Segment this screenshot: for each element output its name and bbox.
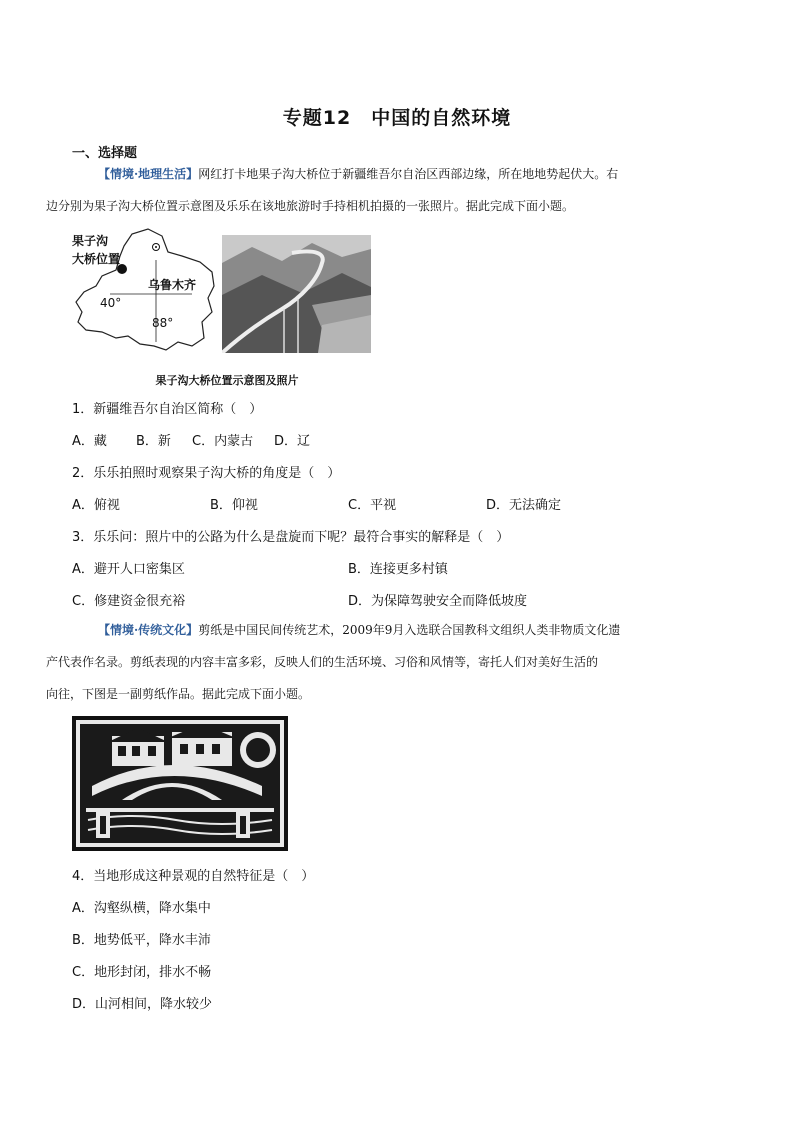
q4-option-b: B．地势低平，降水丰沛 bbox=[72, 933, 211, 948]
context-tag: 【情境·地理生活】 bbox=[98, 167, 199, 181]
q4-option-c: C．地形封闭，排水不畅 bbox=[72, 965, 212, 980]
bridge-photo bbox=[222, 235, 371, 353]
q2-option-a: A．俯视 bbox=[72, 498, 120, 513]
context-text: 向往，下图是一副剪纸作品。据此完成下面小题。 bbox=[46, 687, 311, 701]
context-text: 产代表作名录。剪纸表现的内容丰富多彩，反映人们的生活环境、习俗和风情等，寄托人们对美好生活的 bbox=[46, 655, 599, 669]
q3-option-a: A．避开人口密集区 bbox=[72, 562, 185, 577]
context-text: 边分别为果子沟大桥位置示意图及乐乐在该地旅游时手持相机拍摄的一张照片。据此完成下面小题。 bbox=[46, 199, 575, 213]
city-label: 乌鲁木齐 bbox=[148, 278, 197, 292]
q1-option-b: B．新 bbox=[136, 434, 171, 449]
bridge-label-line1: 果子沟 bbox=[72, 234, 109, 248]
q1-option-c: C．内蒙古 bbox=[192, 434, 254, 449]
figure-caption: 果子沟大桥位置示意图及照片 bbox=[155, 374, 299, 387]
q4-option-a: A．沟壑纵横，降水集中 bbox=[72, 901, 211, 916]
page-title: 专题12 中国的自然环境 bbox=[282, 107, 512, 129]
q1-option-d: D．辽 bbox=[274, 434, 311, 449]
q3-option-c: C．修建资金很充裕 bbox=[72, 594, 186, 609]
latitude-label: 40° bbox=[100, 296, 122, 310]
q4-option-d: D．山河相间，降水较少 bbox=[72, 997, 213, 1012]
longitude-label: 88° bbox=[152, 316, 174, 330]
location-map bbox=[72, 226, 222, 356]
context-paragraph-2 bbox=[46, 614, 722, 710]
paper-cut-image bbox=[72, 716, 288, 851]
q2-option-c: C．平视 bbox=[348, 498, 397, 513]
q2-option-d: D．无法确定 bbox=[486, 498, 562, 513]
question-1-stem: 1．新疆维吾尔自治区简称（ ） bbox=[72, 402, 263, 417]
paper-cut-bridge-artwork bbox=[72, 716, 288, 851]
mountain-road-photo bbox=[222, 235, 371, 353]
q1-option-a: A．藏 bbox=[72, 434, 107, 449]
context-paragraph-1 bbox=[46, 158, 722, 222]
bridge-label-line2: 大桥位置 bbox=[72, 252, 121, 266]
section-heading: 一、选择题 bbox=[72, 146, 138, 161]
q3-option-b: B．连接更多村镇 bbox=[348, 562, 448, 577]
context-text: 剪纸是中国民间传统艺术，2009年9月入选联合国教科文组织人类非物质文化遗 bbox=[198, 623, 621, 637]
question-2-stem: 2．乐乐拍照时观察果子沟大桥的角度是（ ） bbox=[72, 466, 341, 481]
question-4-stem: 4．当地形成这种景观的自然特征是（ ） bbox=[72, 869, 315, 884]
context-text: 网红打卡地果子沟大桥位于新疆维吾尔自治区西部边缘，所在地地势起伏大。右 bbox=[198, 167, 619, 181]
q2-option-b: B．仰视 bbox=[210, 498, 258, 513]
question-3-stem: 3．乐乐问：照片中的公路为什么是盘旋而下呢？最符合事实的解释是（ ） bbox=[72, 530, 510, 545]
context-tag: 【情境·传统文化】 bbox=[98, 623, 199, 637]
q3-option-d: D．为保障驾驶安全而降低坡度 bbox=[348, 594, 528, 609]
